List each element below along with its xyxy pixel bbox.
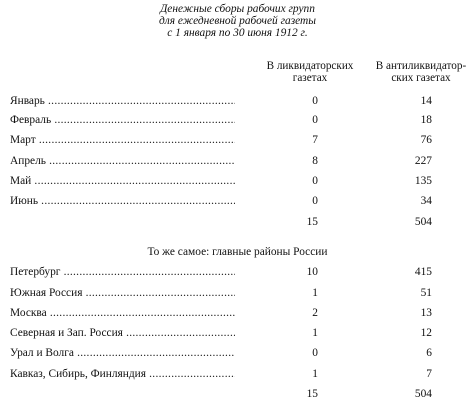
row-label: Июнь ..... xyxy=(10,194,235,208)
table-row-region xyxy=(0,286,475,300)
liquidator-value: 8 xyxy=(312,155,318,167)
liquidator-total: 15 xyxy=(306,216,318,228)
antiliquidator-total: 504 xyxy=(414,388,432,400)
table-row-month xyxy=(0,113,475,127)
liquidator-value: 1 xyxy=(312,368,318,380)
antiliquidator-value: 7 xyxy=(426,368,432,380)
row-label: Май ..... xyxy=(10,174,235,188)
antiliquidator-value: 6 xyxy=(426,347,432,359)
table-row-region xyxy=(0,346,475,360)
table-row-total xyxy=(0,387,475,401)
antiliquidator-value: 34 xyxy=(420,195,432,207)
row-label: Южная Россия ..... xyxy=(10,286,235,300)
liquidator-value: 0 xyxy=(312,195,318,207)
liquidator-value: 10 xyxy=(306,266,318,278)
table-row-month xyxy=(0,94,475,108)
table-row-region xyxy=(0,306,475,320)
antiliquidator-value: 14 xyxy=(420,95,432,107)
column-header-liquidator xyxy=(255,61,365,84)
table-row-month xyxy=(0,194,475,208)
antiliquidator-value: 415 xyxy=(414,266,432,278)
liquidator-value: 0 xyxy=(312,347,318,359)
column-header-antiliquidator-line-1: В антиликвидатор- xyxy=(375,60,467,72)
table-row-total xyxy=(0,215,475,229)
liquidator-value: 0 xyxy=(312,114,318,126)
table-row-month xyxy=(0,174,475,188)
column-header-antiliquidator-line-2: ских газетах xyxy=(391,71,451,84)
antiliquidator-value: 76 xyxy=(420,134,432,146)
row-label: Кавказ, Сибирь, Финляндия ..... xyxy=(10,367,235,381)
liquidator-value: 2 xyxy=(312,307,318,319)
table-title-line-1: Денежные сборы рабочих групп xyxy=(160,3,315,15)
table-title-line-3: с 1 января по 30 июня 1912 г. xyxy=(167,27,308,39)
row-label: Январь ..... xyxy=(10,94,235,108)
row-label: Март ..... xyxy=(10,133,235,147)
column-header-antiliquidator xyxy=(368,61,474,84)
table-title-line-2: для ежедневной рабочей газеты xyxy=(159,15,316,27)
table-row-month xyxy=(0,154,475,168)
liquidator-value: 7 xyxy=(312,134,318,146)
column-header-liquidator-line-1: В ликвидаторских xyxy=(266,60,354,72)
liquidator-value: 1 xyxy=(312,327,318,339)
table-row-region xyxy=(0,367,475,381)
liquidator-total: 15 xyxy=(306,388,318,400)
antiliquidator-value: 13 xyxy=(420,307,432,319)
liquidator-value: 0 xyxy=(312,175,318,187)
antiliquidator-value: 51 xyxy=(420,287,432,299)
antiliquidator-total: 504 xyxy=(414,216,432,228)
liquidator-value: 1 xyxy=(312,287,318,299)
row-label: Петербург ..... xyxy=(10,265,235,279)
table-row-region xyxy=(0,326,475,340)
antiliquidator-value: 12 xyxy=(420,327,432,339)
antiliquidator-value: 227 xyxy=(414,155,432,167)
row-label: Апрель ..... xyxy=(10,154,235,168)
column-header-liquidator-line-2: газетах xyxy=(292,71,328,84)
row-label: Северная и Зап. Россия ..... xyxy=(10,326,235,340)
row-label: Февраль ..... xyxy=(10,113,235,127)
row-label: Москва ..... xyxy=(10,306,235,320)
liquidator-value: 0 xyxy=(312,95,318,107)
table-row-month xyxy=(0,133,475,147)
section-subtitle: То же самое: главные районы России xyxy=(147,246,328,258)
antiliquidator-value: 135 xyxy=(414,175,432,187)
table-row-region xyxy=(0,265,475,279)
antiliquidator-value: 18 xyxy=(420,114,432,126)
row-label: Урал и Волга ..... xyxy=(10,346,235,360)
